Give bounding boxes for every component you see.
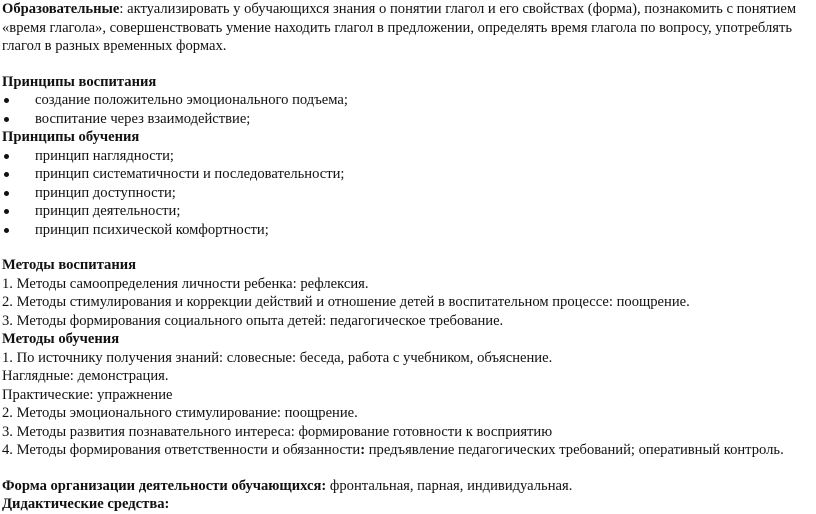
organization-label: Форма организации деятельности обучающихся: xyxy=(2,477,327,494)
intro-label: Образовательные xyxy=(2,1,120,17)
text-colon: : xyxy=(360,442,366,458)
spacer xyxy=(2,56,816,73)
intro-paragraph xyxy=(2,0,816,56)
list-item: воспитание через взаимодействие; xyxy=(2,110,816,129)
text-line xyxy=(2,441,816,460)
learning-methods-heading: Методы обучения xyxy=(2,331,120,347)
text-line: 3. Методы формирования социального опыта детей: педагогическое требование. xyxy=(2,312,504,329)
text-segment: предъявление педагогических требований; оперативный контроль. xyxy=(365,442,784,458)
upbringing-principles-list xyxy=(2,91,816,128)
organization-line xyxy=(2,477,816,496)
didactic-heading: Дидактические средства: xyxy=(2,496,170,512)
text-line: 3. Методы развития познавательного интереса: формирование готовности к восприятию xyxy=(2,423,553,440)
intro-text: : актуализировать у обучающихся знания о понятии глагол и его свойствах (форма), познакомить с понятием «время глагола», совершенствовать умение находить глагол в предложении, определять время глагола по вопросу, употреблять глагол в разных временных формах. xyxy=(2,1,797,54)
text-line: 1. По источнику получения знаний: словесные: беседа, работа с учебником, объяснение. xyxy=(2,349,553,366)
organization-text: фронтальная, парная, индивидуальная. xyxy=(326,477,573,494)
list-item: создание положительно эмоционального подъема; xyxy=(2,91,816,110)
list-item: принцип доступности; xyxy=(2,184,816,203)
text-line: 1. Методы самоопределения личности ребенка: рефлексия. xyxy=(2,275,369,292)
text-line: 2. Методы эмоционального стимулирование: поощрение. xyxy=(2,405,358,421)
learning-principles-heading: Принципы обучения xyxy=(2,129,140,145)
upbringing-principles-heading: Принципы воспитания xyxy=(2,73,157,90)
upbringing-methods-heading: Методы воспитания xyxy=(2,257,137,273)
list-item: принцип деятельности; xyxy=(2,202,816,221)
list-item: принцип психической комфортности; xyxy=(2,221,816,240)
text-line: Наглядные: демонстрация. xyxy=(2,368,169,384)
text-line: Практические: упражнение xyxy=(2,386,173,403)
spacer xyxy=(2,239,816,256)
text-line: 2. Методы стимулирования и коррекции действий и отношение детей в воспитательном процессе: поощрение. xyxy=(2,294,690,310)
list-item: принцип наглядности; xyxy=(2,147,816,166)
text-segment: 4. Методы формирования ответственности и обязанности xyxy=(2,442,361,458)
list-item: принцип систематичности и последовательности; xyxy=(2,165,816,184)
learning-principles-list xyxy=(2,147,816,240)
spacer xyxy=(2,460,816,477)
